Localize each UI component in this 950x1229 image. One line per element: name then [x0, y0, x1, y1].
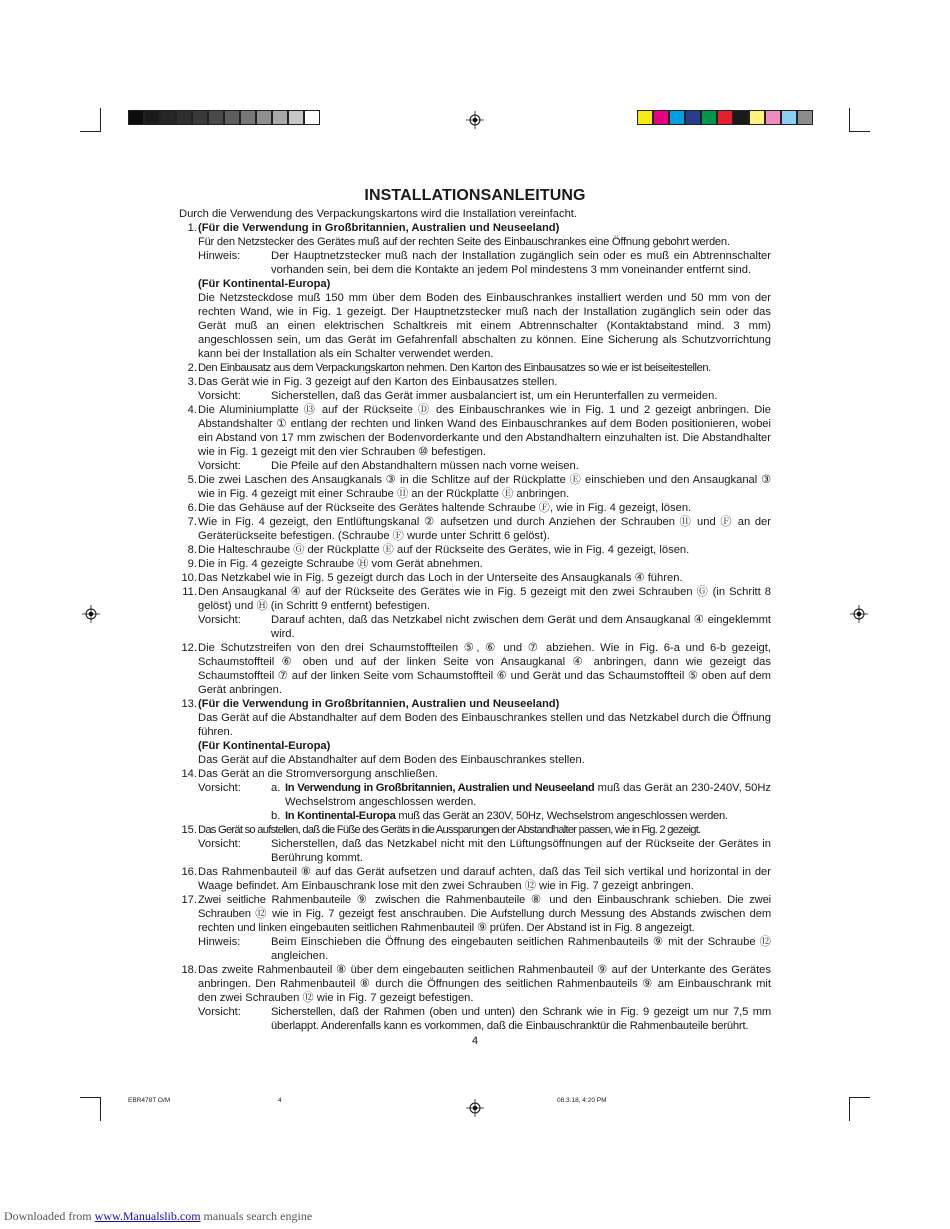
crop-mark — [850, 1097, 870, 1098]
color-swatch — [717, 110, 733, 125]
item-number: 17. — [181, 894, 197, 906]
list-item — [179, 585, 771, 641]
note-label: Vorsicht: — [198, 390, 241, 402]
registration-mark-icon — [466, 111, 484, 129]
crop-mark — [849, 108, 850, 132]
note-label: Vorsicht: — [198, 782, 241, 794]
list-item — [179, 403, 771, 473]
list-item — [179, 963, 771, 1033]
note-label: Vorsicht: — [198, 838, 241, 850]
list-item — [179, 543, 771, 557]
region-text: muß das Gerät an 230V, 50Hz, Wechselstrom angeschlossen werden. — [395, 810, 728, 822]
color-swatch — [653, 110, 669, 125]
color-swatch — [304, 110, 320, 125]
color-swatch — [733, 110, 749, 125]
item-text: Die das Gehäuse auf der Rückseite des Gerätes haltende Schraube Ⓕ, wie in Fig. 4 gezeigt, lösen. — [198, 502, 692, 514]
item-number: 6. — [187, 502, 197, 514]
note-label: Hinweis: — [198, 936, 241, 948]
note-text: Darauf achten, daß das Netzkabel nicht zwischen dem Gerät und dem Ansaugkanal ④ eingeklemmt wird. — [271, 614, 771, 640]
color-swatch — [765, 110, 781, 125]
footer-date: 08.3.18, 4:20 PM — [557, 1097, 607, 1104]
note — [198, 613, 771, 641]
note-text: Sicherstellen, daß das Netzkabel nicht mit den Lüftungsöffnungen auf der Rückseite der Gerätes in Berührung kommt. — [271, 838, 771, 864]
note-text: Beim Einschieben die Öffnung des eingebauten seitlichen Rahmenbauteils ⑨ mit der Schraube ⑫ angleichen. — [271, 936, 771, 962]
color-swatch — [192, 110, 208, 125]
list-item — [179, 865, 771, 893]
item-number: 2. — [187, 362, 197, 374]
item-number: 3. — [187, 376, 197, 388]
item-number: 10. — [181, 572, 197, 584]
color-swatch — [701, 110, 717, 125]
page-number: 4 — [471, 1035, 479, 1047]
section-heading: (Für Kontinental-Europa) — [198, 740, 331, 752]
color-swatch — [256, 110, 272, 125]
item-text: Das Gerät so aufstellen, daß die Füße des Geräts in die Aussparungen der Abstandhalter passen, wie in Fig. 2 gezeigt. — [198, 824, 701, 836]
download-suffix: manuals search engine — [200, 1209, 313, 1223]
item-text: Die Schutzstreifen von den drei Schaumstoffteilen ⑤, ⑥ und ⑦ abziehen. Wie in Fig. 6-a und 6-b gezeigt, Schaumstoffteil ⑥ oben und auf der linken Seite von Ansaugkanal ④ anbringen, dann wie gezeigt das Schaumstoffteil ⑦ auf der linken Seite vom Schaumstoffteil ⑥ und Gerät und das Schaumstoffteil ⑤ oben auf dem Gerät anbringen. — [198, 642, 771, 696]
note-text — [285, 781, 771, 809]
color-swatch — [128, 110, 144, 125]
note-text — [285, 809, 771, 823]
crop-mark — [850, 131, 870, 132]
color-swatch — [240, 110, 256, 125]
item-number: 12. — [181, 642, 197, 654]
region-label: In Verwendung in Großbritannien, Australien und Neuseeland — [285, 782, 595, 794]
section-heading: (Für die Verwendung in Großbritannien, Australien und Neuseeland) — [198, 698, 560, 710]
sub-marker: a. — [271, 782, 281, 794]
item-number: 15. — [181, 824, 197, 836]
item-text: Das Netzkabel wie in Fig. 5 gezeigt durch das Loch in der Unterseite des Ansaugkanals ④ führen. — [198, 572, 683, 584]
item-text: Die zwei Laschen des Ansaugkanals ③ in die Schlitze auf der Rückplatte Ⓔ einschieben und den Ansaugkanal ③ wie in Fig. 4 gezeigt mit einer Schraube ⑪ an der Rückplatte Ⓔ anbringen. — [198, 474, 771, 500]
color-swatch — [669, 110, 685, 125]
list-item — [179, 557, 771, 571]
item-text: Die Aluminiumplatte ⑬ auf der Rückseite Ⓓ des Einbauschrankes wie in Fig. 1 und 2 gezeigt anbringen. Die Abstandshalter ① entlang der rechten und linken Wand des Einbauschrankes auf dem Boden positionieren, wobei ein Abstand von 17 mm zwischen der Bodenvorderkante und den Abstandhaltern einzuhalten ist. Die Abstandhalter wie in Fig. 1 gezeigt mit den vier Schrauben ⑩ befestigen. — [198, 404, 771, 458]
sub-marker: b. — [271, 810, 281, 822]
item-text: Das Gerät auf die Abstandhalter auf dem Boden des Einbauschrankes stellen. — [198, 754, 585, 766]
list-item — [179, 473, 771, 501]
list-item — [179, 767, 771, 823]
color-swatch — [288, 110, 304, 125]
list-item — [179, 641, 771, 697]
note-label: Vorsicht: — [198, 614, 241, 626]
item-number: 5. — [187, 474, 197, 486]
note — [198, 249, 771, 277]
manualslib-link[interactable]: www.Manualslib.com — [94, 1209, 201, 1223]
note — [198, 459, 771, 473]
note-sub-b — [198, 809, 771, 823]
note-text: Der Hauptnetzstecker muß nach der Installation zugänglich sein oder es muß ein Abtrennschalter vorhanden sein, bei dem die Kontakte an jedem Pol mindestens 3 mm voneinander entfernt sind. — [271, 250, 771, 276]
color-swatch — [208, 110, 224, 125]
intro-text: Durch die Verwendung des Verpackungskartons wird die Installation vereinfacht. — [179, 208, 578, 220]
registration-mark-icon — [82, 605, 100, 623]
note-text: Sicherstellen, daß das Gerät immer ausbalanciert ist, um ein Herunterfallen zu vermeiden. — [271, 390, 718, 402]
color-swatch — [685, 110, 701, 125]
note-text: Sicherstellen, daß der Rahmen (oben und unten) den Schrank wie in Fig. 9 gezeigt um nur 7,5 mm überlappt. Anderenfalls kann es vorkommen, daß die Einbauschranktür die Rahmenbauteile berührt. — [271, 1006, 771, 1032]
list-item — [179, 375, 771, 403]
item-text: Die Halteschraube Ⓖ der Rückplatte Ⓔ auf der Rückseite des Gerätes, wie in Fig. 4 gezeigt, lösen. — [198, 544, 690, 556]
crop-mark — [849, 1097, 850, 1121]
color-swatch — [176, 110, 192, 125]
item-text: Das zweite Rahmenbauteil ⑧ über dem eingebauten seitlichen Rahmenbauteil ⑨ auf der Unterkante des Gerätes anbringen. Den Rahmenbauteil ⑧ durch die Öffnungen des seitlichen Rahmenbauteils ⑨ am Einbauschrank mit den zwei Schrauben ⑫ wie in Fig. 7 gezeigt befestigen. — [198, 964, 771, 1004]
item-text: Für den Netzstecker des Gerätes muß auf der rechten Seite des Einbauschrankes eine Öffnung gebohrt werden. — [198, 236, 730, 248]
section-heading: (Für die Verwendung in Großbritannien, Australien und Neuseeland) — [198, 222, 560, 234]
item-number: 1. — [187, 222, 197, 234]
color-swatch-bar — [637, 110, 813, 125]
region-label: In Kontinental-Europa — [285, 810, 396, 822]
list-item — [179, 501, 771, 515]
list-item — [179, 893, 771, 963]
item-number: 16. — [181, 866, 197, 878]
list-item — [179, 361, 771, 375]
note-sub-a — [198, 781, 771, 809]
item-text: Die Netzsteckdose muß 150 mm über dem Boden des Einbauschrankes installiert werden und 50 mm von der rechten Wand, wie in Fig. 1 gezeigt. Der Hauptnetzstecker muß nach der Installation zugänglich sein oder das Gerät muß an einen elektrischen Schaltkreis mit einem Abtrennschalter (Kontaktabstand mind. 3 mm) angeschlossen sein, um das Gerät im Gefahrenfall abschalten zu können. Eine Sicherung als Schutzvorrichtung kann bei der Installation als ein Schalter verwendet werden. — [198, 292, 771, 360]
grey-swatch-bar — [128, 110, 320, 125]
item-text: Die in Fig. 4 gezeigte Schraube Ⓗ vom Gerät abnehmen. — [198, 558, 483, 570]
item-number: 7. — [187, 516, 197, 528]
item-text: Das Gerät an die Stromversorgung anschließen. — [198, 768, 439, 780]
color-swatch — [144, 110, 160, 125]
item-number: 13. — [181, 698, 197, 710]
registration-mark-icon — [850, 605, 868, 623]
item-text: Das Gerät auf die Abstandhalter auf dem Boden des Einbauschrankes stellen und das Netzkabel durch die Öffnung führen. — [198, 712, 771, 738]
color-swatch — [797, 110, 813, 125]
item-text: Den Einbausatz aus dem Verpackungskarton nehmen. Den Karton des Einbausatzes so wie er ist beiseitestellen. — [198, 362, 711, 374]
color-swatch — [781, 110, 797, 125]
list-item — [179, 221, 771, 361]
download-notice — [4, 1209, 312, 1224]
note — [198, 389, 771, 403]
note — [198, 935, 771, 963]
item-number: 4. — [187, 404, 197, 416]
registration-mark-icon — [466, 1099, 484, 1117]
footer-model: EBR478T O/M — [128, 1097, 171, 1104]
color-swatch — [224, 110, 240, 125]
item-text: Das Gerät wie in Fig. 3 gezeigt auf den Karton des Einbausatzes stellen. — [198, 376, 558, 388]
region-text: muß das Gerät an 230-240V, 50Hz Wechselstrom angeschlossen werden. — [285, 782, 771, 808]
note-label: Vorsicht: — [198, 1006, 241, 1018]
item-number: 11. — [182, 586, 197, 598]
crop-mark — [100, 108, 101, 132]
crop-mark — [80, 131, 100, 132]
section-heading: (Für Kontinental-Europa) — [198, 278, 331, 290]
crop-mark — [100, 1097, 101, 1121]
note — [198, 1005, 771, 1033]
note-text: Die Pfeile auf den Abstandhaltern müssen nach vorne weisen. — [271, 460, 579, 472]
crop-mark — [80, 1097, 100, 1098]
list-item — [179, 697, 771, 767]
footer-page: 4 — [278, 1097, 282, 1104]
document-body — [179, 186, 771, 1048]
color-swatch — [749, 110, 765, 125]
color-swatch — [637, 110, 653, 125]
item-number: 14. — [181, 768, 197, 780]
note-label: Hinweis: — [198, 250, 241, 262]
item-text: Den Ansaugkanal ④ auf der Rückseite des Gerätes wie in Fig. 5 gezeigt mit den zwei Schrauben Ⓖ (in Schritt 8 gelöst) und Ⓗ (in Schritt 9 entfernt) befestigen. — [198, 586, 771, 612]
item-text: Zwei seitliche Rahmenbauteile ⑨ zwischen die Rahmenbauteile ⑧ und den Einbauschrank schieben. Die zwei Schrauben ⑫ wie in Fig. 7 gezeigt fest anschrauben. Die Aufstellung durch Messung des Abstands zwischen dem rechten und linken eingebauten seitlichen Rahmenbauteil ⑨ prüfen. Der Abstand ist in Fig. 8 angezeigt. — [198, 894, 771, 934]
item-text: Wie in Fig. 4 gezeigt, den Entlüftungskanal ② aufsetzen und durch Anziehen der Schrauben ⑪ und Ⓕ an der Geräterückseite befestigen. (Schraube Ⓕ wurde unter Schritt 6 gelöst). — [198, 516, 771, 542]
page-title: INSTALLATIONSANLEITUNG — [364, 187, 586, 204]
item-number: 9. — [187, 558, 197, 570]
note — [198, 837, 771, 865]
item-number: 18. — [181, 964, 197, 976]
item-number: 8. — [187, 544, 197, 556]
list-item — [179, 823, 771, 865]
list-item — [179, 571, 771, 585]
item-text: Das Rahmenbauteil ⑧ auf das Gerät aufsetzen und darauf achten, daß das Teil sich vertikal und horizontal in der Waage befindet. Am Einbauschrank lose mit den zwei Schrauben ⑫ wie in Fig. 7 gezeigt anbringen. — [198, 866, 771, 892]
list-item — [179, 515, 771, 543]
note-label: Vorsicht: — [198, 460, 241, 472]
color-swatch — [160, 110, 176, 125]
download-prefix: Downloaded from — [4, 1209, 95, 1223]
color-swatch — [272, 110, 288, 125]
